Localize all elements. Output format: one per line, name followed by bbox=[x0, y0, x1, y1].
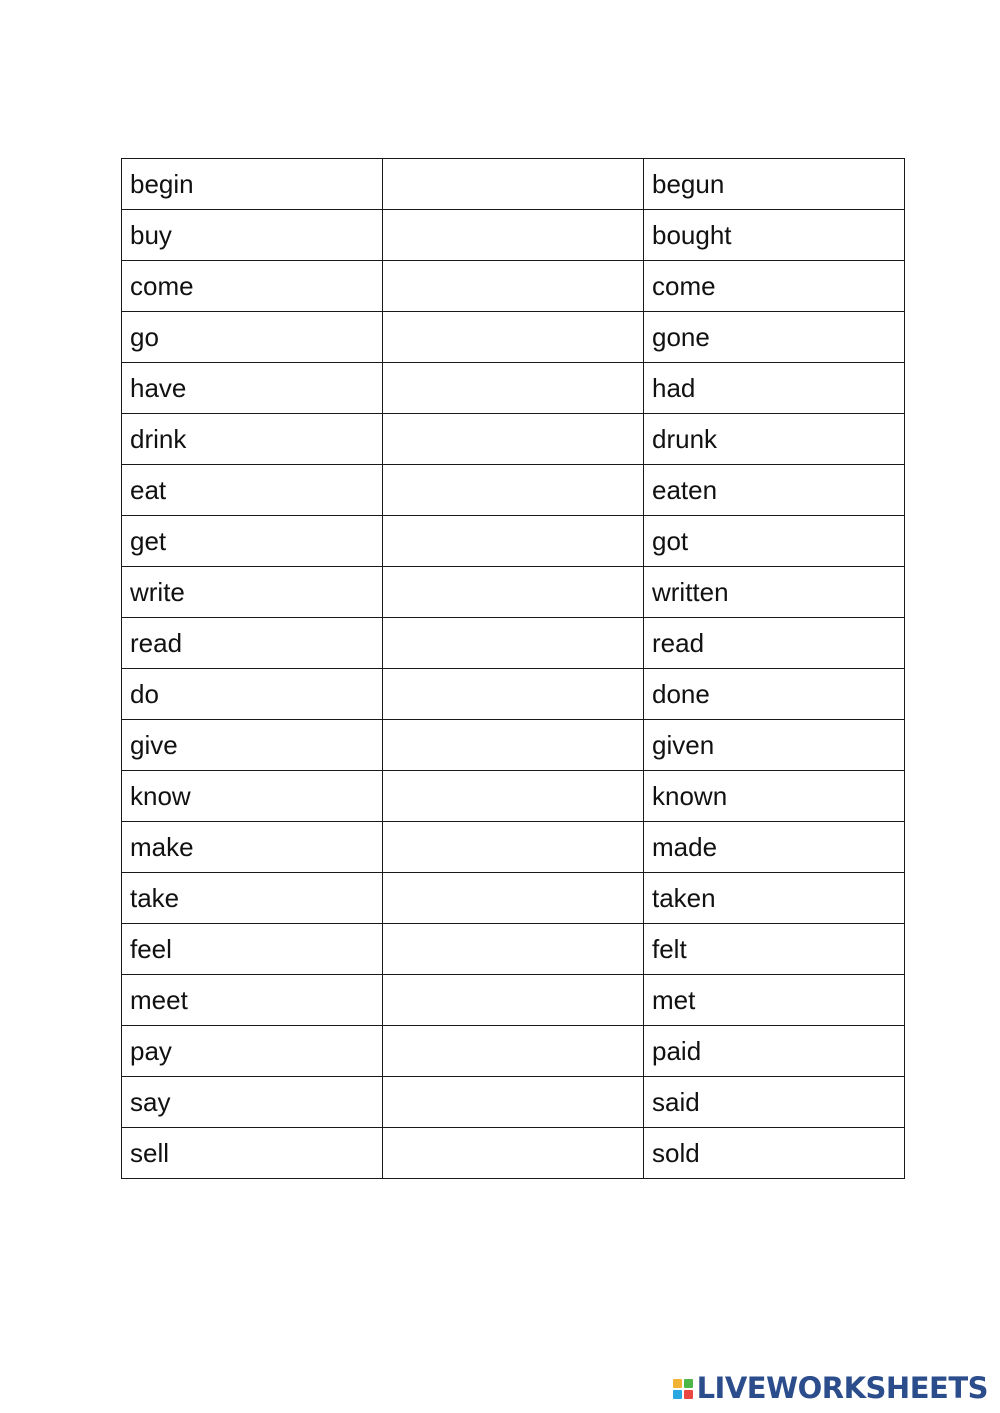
answer-cell bbox=[383, 873, 644, 924]
past-participle-cell: said bbox=[644, 1077, 905, 1128]
answer-cell bbox=[383, 465, 644, 516]
table-row bbox=[122, 363, 905, 414]
past-participle-cell: got bbox=[644, 516, 905, 567]
answer-cell bbox=[383, 261, 644, 312]
table-row bbox=[122, 567, 905, 618]
liveworksheets-brand bbox=[673, 1371, 988, 1405]
past-participle-cell: eaten bbox=[644, 465, 905, 516]
past-participle-cell: written bbox=[644, 567, 905, 618]
logo-square bbox=[684, 1390, 693, 1399]
logo-square bbox=[673, 1390, 682, 1399]
past-simple-answer-input[interactable] bbox=[391, 975, 643, 1025]
past-participle-cell: gone bbox=[644, 312, 905, 363]
past-participle-cell: taken bbox=[644, 873, 905, 924]
past-simple-answer-input[interactable] bbox=[391, 567, 643, 617]
past-simple-answer-input[interactable] bbox=[391, 822, 643, 872]
past-simple-answer-input[interactable] bbox=[391, 312, 643, 362]
base-form-cell: get bbox=[122, 516, 383, 567]
answer-cell bbox=[383, 414, 644, 465]
past-participle-cell: made bbox=[644, 822, 905, 873]
past-participle-cell: met bbox=[644, 975, 905, 1026]
table-row bbox=[122, 822, 905, 873]
past-participle-cell: drunk bbox=[644, 414, 905, 465]
answer-cell bbox=[383, 567, 644, 618]
answer-cell bbox=[383, 312, 644, 363]
base-form-cell: make bbox=[122, 822, 383, 873]
past-simple-answer-input[interactable] bbox=[391, 261, 643, 311]
table-row bbox=[122, 669, 905, 720]
past-participle-cell: felt bbox=[644, 924, 905, 975]
answer-cell bbox=[383, 771, 644, 822]
answer-cell bbox=[383, 1026, 644, 1077]
base-form-cell: eat bbox=[122, 465, 383, 516]
base-form-cell: come bbox=[122, 261, 383, 312]
base-form-cell: know bbox=[122, 771, 383, 822]
table-row bbox=[122, 1026, 905, 1077]
past-simple-answer-input[interactable] bbox=[391, 363, 643, 413]
table-row bbox=[122, 261, 905, 312]
past-simple-answer-input[interactable] bbox=[391, 873, 643, 923]
table-row bbox=[122, 465, 905, 516]
past-simple-answer-input[interactable] bbox=[391, 159, 643, 209]
answer-cell bbox=[383, 1128, 644, 1179]
table-row bbox=[122, 924, 905, 975]
answer-cell bbox=[383, 720, 644, 771]
logo-square bbox=[684, 1379, 693, 1388]
past-simple-answer-input[interactable] bbox=[391, 924, 643, 974]
table-row bbox=[122, 873, 905, 924]
answer-cell bbox=[383, 975, 644, 1026]
base-form-cell: feel bbox=[122, 924, 383, 975]
base-form-cell: take bbox=[122, 873, 383, 924]
table-row bbox=[122, 618, 905, 669]
base-form-cell: pay bbox=[122, 1026, 383, 1077]
past-participle-cell: had bbox=[644, 363, 905, 414]
past-simple-answer-input[interactable] bbox=[391, 465, 643, 515]
answer-cell bbox=[383, 210, 644, 261]
past-simple-answer-input[interactable] bbox=[391, 1128, 643, 1178]
logo-square bbox=[673, 1379, 682, 1388]
base-form-cell: write bbox=[122, 567, 383, 618]
past-participle-cell: begun bbox=[644, 159, 905, 210]
table-row bbox=[122, 771, 905, 822]
table-row bbox=[122, 210, 905, 261]
base-form-cell: say bbox=[122, 1077, 383, 1128]
past-simple-answer-input[interactable] bbox=[391, 618, 643, 668]
past-participle-cell: come bbox=[644, 261, 905, 312]
verb-forms-table bbox=[121, 158, 905, 1179]
base-form-cell: meet bbox=[122, 975, 383, 1026]
table-row bbox=[122, 720, 905, 771]
past-simple-answer-input[interactable] bbox=[391, 1077, 643, 1127]
past-participle-cell: bought bbox=[644, 210, 905, 261]
past-simple-answer-input[interactable] bbox=[391, 1026, 643, 1076]
base-form-cell: begin bbox=[122, 159, 383, 210]
table-row bbox=[122, 975, 905, 1026]
past-simple-answer-input[interactable] bbox=[391, 210, 643, 260]
past-participle-cell: known bbox=[644, 771, 905, 822]
past-simple-answer-input[interactable] bbox=[391, 414, 643, 464]
base-form-cell: read bbox=[122, 618, 383, 669]
past-simple-answer-input[interactable] bbox=[391, 720, 643, 770]
base-form-cell: sell bbox=[122, 1128, 383, 1179]
table-row bbox=[122, 516, 905, 567]
verb-forms-table-body bbox=[122, 159, 905, 1179]
past-simple-answer-input[interactable] bbox=[391, 516, 643, 566]
past-participle-cell: read bbox=[644, 618, 905, 669]
base-form-cell: drink bbox=[122, 414, 383, 465]
answer-cell bbox=[383, 924, 644, 975]
past-simple-answer-input[interactable] bbox=[391, 669, 643, 719]
table-row bbox=[122, 1128, 905, 1179]
base-form-cell: do bbox=[122, 669, 383, 720]
answer-cell bbox=[383, 516, 644, 567]
past-simple-answer-input[interactable] bbox=[391, 771, 643, 821]
base-form-cell: have bbox=[122, 363, 383, 414]
answer-cell bbox=[383, 669, 644, 720]
answer-cell bbox=[383, 822, 644, 873]
past-participle-cell: paid bbox=[644, 1026, 905, 1077]
answer-cell bbox=[383, 618, 644, 669]
base-form-cell: buy bbox=[122, 210, 383, 261]
past-participle-cell: done bbox=[644, 669, 905, 720]
answer-cell bbox=[383, 159, 644, 210]
brand-wordmark: LIVEWORKSHEETS bbox=[696, 1371, 988, 1405]
table-row bbox=[122, 159, 905, 210]
past-participle-cell: given bbox=[644, 720, 905, 771]
answer-cell bbox=[383, 1077, 644, 1128]
base-form-cell: go bbox=[122, 312, 383, 363]
liveworksheets-logo-icon bbox=[673, 1379, 693, 1399]
table-row bbox=[122, 312, 905, 363]
past-participle-cell: sold bbox=[644, 1128, 905, 1179]
answer-cell bbox=[383, 363, 644, 414]
table-row bbox=[122, 1077, 905, 1128]
table-row bbox=[122, 414, 905, 465]
base-form-cell: give bbox=[122, 720, 383, 771]
